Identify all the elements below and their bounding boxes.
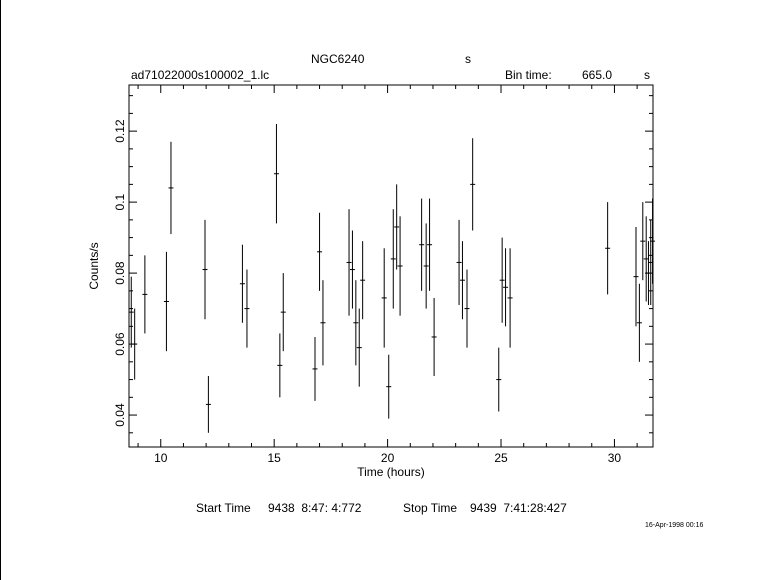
data-point — [274, 124, 279, 223]
data-points — [129, 124, 655, 433]
data-point — [398, 216, 403, 315]
data-point — [206, 376, 211, 433]
x-tick-label: 10 — [154, 451, 168, 465]
x-tick-labels — [154, 451, 621, 465]
data-point — [313, 337, 318, 401]
data-point — [633, 227, 638, 326]
start-time-label: Start Time — [196, 501, 251, 515]
data-point — [460, 241, 465, 319]
y-tick-labels — [113, 119, 127, 427]
data-point — [508, 248, 513, 347]
y-tick-label: 0.1 — [113, 193, 127, 211]
data-point — [637, 284, 642, 362]
data-point — [240, 245, 245, 323]
data-point — [277, 333, 282, 397]
start-time-value: 9438 8:47: 4:772 — [268, 501, 362, 515]
data-point — [496, 348, 501, 412]
data-point — [281, 273, 286, 351]
x-tick-label: 15 — [267, 451, 281, 465]
y-tick-label: 0.12 — [113, 119, 127, 143]
data-point — [317, 213, 322, 291]
data-point — [357, 309, 362, 387]
stop-time-label: Stop Time — [403, 501, 458, 515]
data-point — [391, 209, 396, 308]
data-point — [419, 199, 424, 291]
x-tick-label: 25 — [494, 451, 508, 465]
object-name: NGC6240 — [311, 52, 365, 66]
data-point — [500, 238, 505, 323]
data-point — [605, 202, 610, 294]
filename: ad71022000s100002_1.lc — [131, 68, 270, 82]
data-point — [432, 298, 437, 376]
data-point — [427, 199, 432, 291]
data-point — [164, 252, 169, 351]
y-tick-label: 0.06 — [113, 332, 127, 356]
data-point — [347, 209, 352, 315]
data-point — [640, 202, 645, 280]
data-point — [644, 216, 649, 301]
stop-time-value: 9439 7:41:28:427 — [470, 501, 567, 515]
y-tick-label: 0.08 — [113, 261, 127, 285]
y-tick-label: 0.04 — [113, 403, 127, 427]
data-point — [470, 138, 475, 230]
data-point — [464, 270, 469, 348]
data-point — [503, 248, 508, 326]
x-tick-label: 30 — [607, 451, 622, 465]
data-point — [132, 309, 137, 380]
x-tick-label: 20 — [380, 451, 395, 465]
data-point — [350, 231, 355, 309]
data-point — [457, 220, 462, 305]
data-point — [646, 241, 651, 305]
data-point — [168, 142, 173, 234]
axis-ticks — [129, 85, 653, 447]
data-point — [353, 280, 358, 365]
data-point — [142, 255, 147, 333]
data-point — [382, 248, 387, 347]
y-axis-label: Counts/s — [87, 242, 101, 290]
bin-time-value: 665.0 — [582, 68, 613, 82]
data-point — [244, 270, 249, 348]
plot-frame — [129, 85, 653, 447]
x-axis-label: Time (hours) — [357, 465, 425, 479]
data-point — [386, 355, 391, 419]
bin-time-unit: s — [644, 68, 650, 82]
data-point — [129, 277, 134, 348]
plot-timestamp: 16-Apr-1998 00:16 — [645, 522, 704, 529]
data-point — [360, 241, 365, 319]
data-point — [424, 223, 429, 308]
data-point — [202, 220, 207, 319]
bin-time-label: Bin time: — [505, 68, 552, 82]
data-point — [320, 280, 325, 365]
data-point — [394, 184, 399, 269]
instrument-label: s — [465, 52, 471, 66]
